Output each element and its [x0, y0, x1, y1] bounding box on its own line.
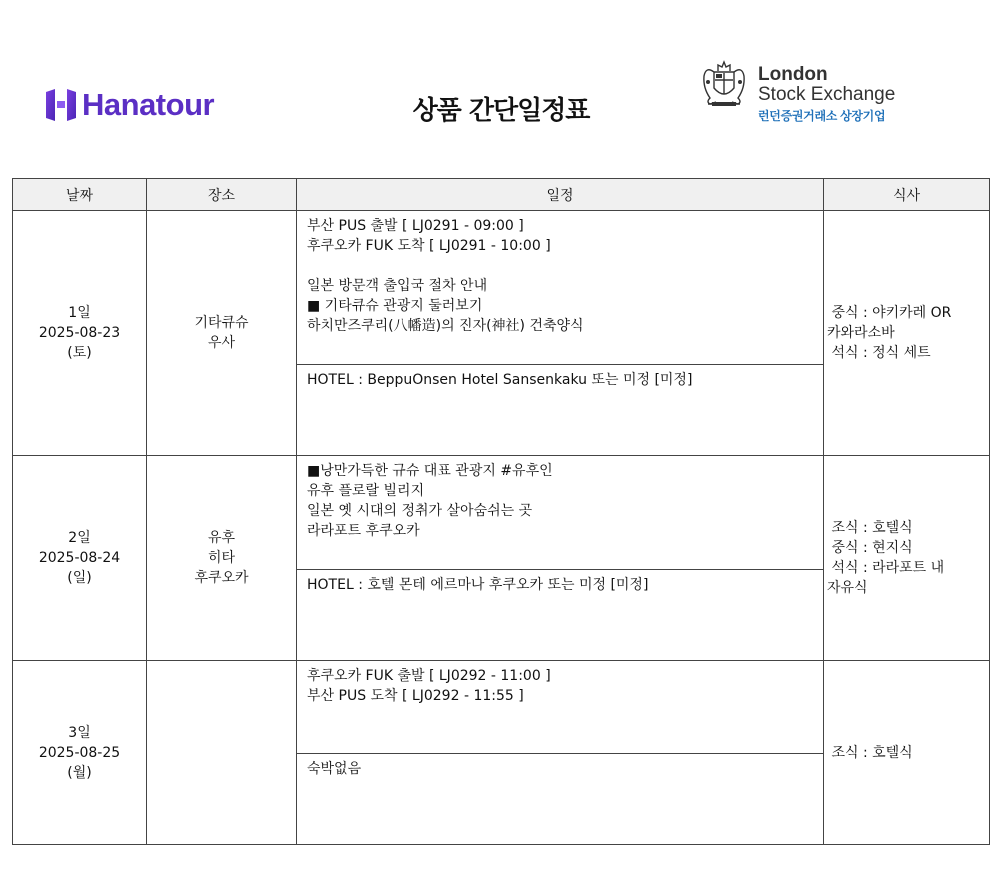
lse-listed-label: 런던증권거래소 상장기업 — [758, 109, 886, 123]
day-1-place-cell — [147, 211, 297, 456]
day-1-label: 1일 — [68, 305, 91, 321]
schedule-line: 일본 방문객 출입국 절차 안내 — [307, 278, 488, 294]
day-3-label: 3일 — [68, 724, 91, 741]
hotel-info: HOTEL : BeppuOnsen Hotel Sansenkaku 또는 미정 [미정] — [307, 372, 693, 388]
day-1-date-cell — [13, 211, 147, 456]
day-2-date: 2025-08-24 — [38, 550, 121, 566]
schedule-line: 부산 PUS 도착 [ LJ0292 - 11:55 ] — [307, 688, 524, 704]
schedule-line: 라라포트 후쿠오카 — [307, 523, 420, 539]
day-1-date: 2025-08-23 — [38, 325, 121, 341]
day-3-date-cell — [13, 661, 147, 845]
itinerary-table — [12, 178, 990, 845]
schedule-line: 하치만즈쿠리(八幡造)의 진자(神社) 건축양식 — [307, 318, 584, 334]
day-1-place: 기타큐슈 — [194, 315, 249, 331]
header-schedule: 일정 — [297, 179, 824, 211]
day-1-meal-cell — [824, 211, 990, 456]
header-date: 날짜 — [13, 179, 147, 211]
day-2-label: 2일 — [68, 530, 91, 546]
hanatour-wordmark: Hanatour — [82, 87, 215, 122]
day-1-hotel-cell — [297, 365, 824, 456]
day-2-schedule-row — [13, 456, 990, 570]
schedule-line: ■낭만가득한 규슈 대표 관광지 #유후인 — [307, 463, 553, 479]
lse-logo — [700, 58, 895, 126]
table-header-row — [13, 179, 990, 211]
day-2-hotel-cell — [297, 570, 824, 661]
schedule-line: 부산 PUS 출발 [ LJ0291 - 09:00 ] — [307, 218, 524, 234]
day-3-date: 2025-08-25 — [38, 744, 121, 761]
meal-line: 중식 : 야키카레 OR — [827, 305, 952, 321]
day-2-place: 유후 — [207, 530, 236, 546]
lse-name-line2: Stock Exchange — [758, 84, 896, 105]
day-1-schedule-row — [13, 211, 990, 365]
schedule-blank-line — [307, 256, 815, 276]
day-1-schedule-cell — [297, 211, 824, 365]
hotel-info: 숙박없음 — [307, 761, 362, 777]
day-2-meal-cell — [824, 456, 990, 661]
day-2-place: 후쿠오카 — [194, 570, 249, 586]
day-2-weekday: (일) — [67, 570, 92, 586]
meal-line: 석식 : 정식 세트 — [827, 345, 931, 361]
meal-line: 자유식 — [827, 580, 868, 596]
page-title: 상품 간단일정표 — [412, 96, 590, 126]
day-1-weekday: (토) — [67, 345, 92, 361]
schedule-line: 후쿠오카 FUK 출발 [ LJ0292 - 11:00 ] — [307, 668, 551, 684]
meal-line: 중식 : 현지식 — [827, 540, 913, 556]
schedule-line: 후쿠오카 FUK 도착 [ LJ0291 - 10:00 ] — [307, 238, 551, 254]
day-2-schedule-cell — [297, 456, 824, 570]
day-3-schedule-cell — [297, 661, 824, 754]
day-3-place-cell — [147, 661, 297, 845]
meal-line: 카와라소바 — [827, 325, 895, 341]
lse-name-line1: London — [758, 64, 828, 85]
day-1-place: 우사 — [207, 335, 236, 351]
day-3-hotel-cell — [297, 754, 824, 845]
day-3-meal-cell — [824, 661, 990, 845]
hotel-info: HOTEL : 호텔 몬테 에르마나 후쿠오카 또는 미정 [미정] — [307, 577, 649, 593]
day-3-schedule-row — [13, 661, 990, 754]
meal-line: 조식 : 호텔식 — [827, 520, 913, 536]
day-3-weekday: (월) — [67, 764, 92, 781]
coat-of-arms-icon — [700, 58, 748, 108]
schedule-line: 일본 옛 시대의 정취가 살아숨쉬는 곳 — [307, 503, 533, 519]
schedule-line: 유후 플로랄 빌리지 — [307, 483, 425, 499]
day-2-place: 히타 — [207, 550, 236, 566]
schedule-line: ■ 기타큐슈 관광지 둘러보기 — [307, 298, 483, 314]
header-place: 장소 — [147, 179, 297, 211]
day-2-place-cell — [147, 456, 297, 661]
meal-line: 석식 : 라라포트 내 — [827, 560, 945, 576]
day-2-date-cell — [13, 456, 147, 661]
header-meal: 식사 — [824, 179, 990, 211]
meal-line: 조식 : 호텔식 — [827, 744, 913, 761]
